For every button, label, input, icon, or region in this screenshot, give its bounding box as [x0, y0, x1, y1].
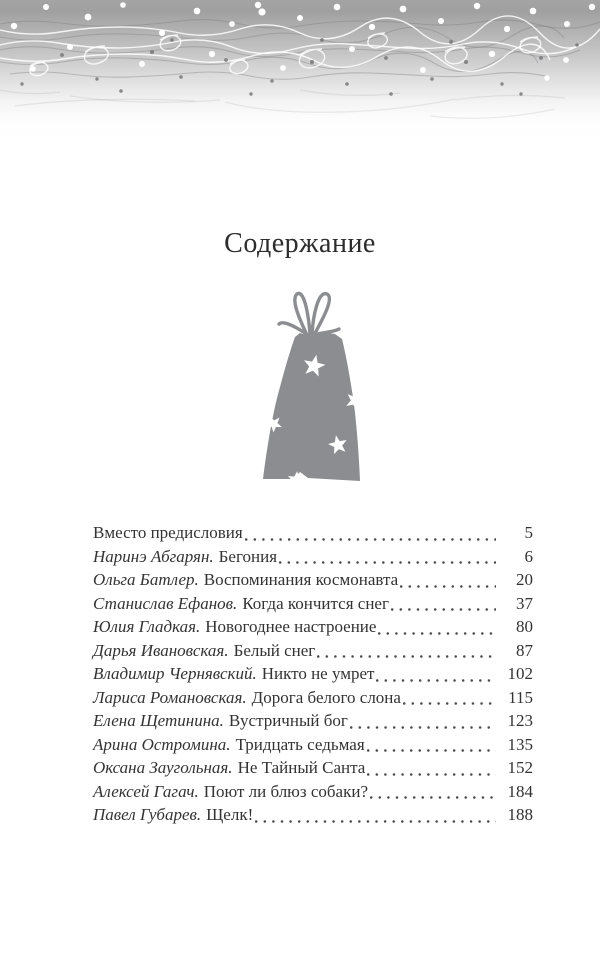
- bow-ribbon: [279, 293, 339, 335]
- toc-entry-author: Наринэ Абгарян.: [93, 546, 214, 566]
- toc-entry-page: 6: [524, 546, 533, 566]
- toc-entry-author: Павел Губарев.: [93, 805, 202, 824]
- dot-leader: [367, 773, 496, 776]
- toc-entry-title: Когда кончится снег: [242, 593, 389, 613]
- toc-entry-title: Воспоминания космонавта: [203, 570, 399, 589]
- toc-entry-title: Не Тайный Санта: [237, 758, 366, 777]
- toc-row: [93, 568, 533, 592]
- toc-entry-page: 5: [524, 523, 533, 542]
- toc-row: [93, 756, 533, 780]
- dot-leader: [376, 679, 496, 682]
- snow-sketch-header-decoration: [0, 0, 600, 140]
- toc-entry-title: Дорога белого слона: [251, 687, 401, 707]
- toc-entry-author: Дарья Ивановская.: [93, 640, 229, 660]
- snow-dots: [11, 2, 595, 81]
- toc-row: [93, 639, 533, 663]
- dot-leader: [350, 726, 496, 729]
- toc-entry-page: 184: [507, 781, 533, 801]
- toc-entry-page: 115: [508, 687, 533, 707]
- toc-entry-title: Поют ли блюз собаки?: [203, 781, 368, 801]
- dot-leader: [317, 655, 496, 658]
- toc-entry-title: Вустричный бог: [228, 711, 348, 730]
- toc-row: [93, 545, 533, 569]
- toc-entry-author: Арина Остромина.: [93, 734, 231, 754]
- dark-speckles: [20, 38, 579, 96]
- toc-row: [93, 521, 533, 545]
- toc-entry-page: 37: [516, 593, 533, 613]
- toc-row: [93, 709, 533, 733]
- toc-entry-author: Ольга Батлер.: [93, 570, 199, 589]
- toc-entry-title: Никто не умрет: [261, 664, 375, 683]
- dot-leader: [367, 749, 496, 752]
- toc-entry-page: 87: [516, 640, 533, 660]
- toc-row: [93, 803, 533, 827]
- dot-leader: [370, 796, 496, 799]
- toc-entry-author: Елена Щетинина.: [93, 711, 224, 730]
- toc-row: [93, 780, 533, 804]
- dot-leader: [378, 632, 496, 635]
- toc-row: [93, 686, 533, 710]
- toc-entry-title: Бегония: [218, 546, 278, 566]
- toc-entry-title: Новогоднее настроение: [205, 617, 377, 636]
- toc-row: [93, 592, 533, 616]
- toc-entry-page: 135: [507, 734, 533, 754]
- page-title: Содержание: [224, 228, 376, 259]
- gift-cone-body: [263, 333, 360, 481]
- dot-leader: [400, 585, 496, 588]
- dot-leader: [279, 561, 496, 564]
- toc-entry-author: Лариса Романовская.: [93, 687, 247, 707]
- toc-row: [93, 662, 533, 686]
- gift-icon: [250, 289, 370, 487]
- toc-entry-page: 188: [507, 805, 533, 824]
- dot-leader: [403, 702, 496, 705]
- toc-entry-author: Алексей Гагач.: [93, 781, 199, 801]
- toc-entry-author: Владимир Чернявский.: [93, 664, 257, 683]
- dot-leader: [255, 820, 496, 823]
- toc-entry-title: Щелк!: [206, 805, 254, 824]
- toc-entry-page: 80: [516, 617, 533, 636]
- toc-entry-author: Станислав Ефанов.: [93, 593, 238, 613]
- toc-row: [93, 733, 533, 757]
- toc-entry-page: 123: [507, 711, 533, 730]
- toc-list: [93, 521, 533, 827]
- toc-entry-author: Юлия Гладкая.: [93, 617, 201, 636]
- toc-entry-title: Тридцать седьмая: [235, 734, 365, 754]
- dot-leader: [391, 608, 496, 611]
- dot-leader: [245, 538, 496, 541]
- toc-row: [93, 615, 533, 639]
- toc-entry-author: Оксана Заугольная.: [93, 758, 233, 777]
- toc-entry-title: Белый снег: [233, 640, 316, 660]
- toc-entry-page: 152: [507, 758, 533, 777]
- toc-entry-page: 102: [507, 664, 533, 683]
- toc-entry-title: Вместо предисловия: [93, 523, 243, 542]
- snow-scribble-art: [0, 0, 600, 140]
- toc-entry-page: 20: [516, 570, 533, 589]
